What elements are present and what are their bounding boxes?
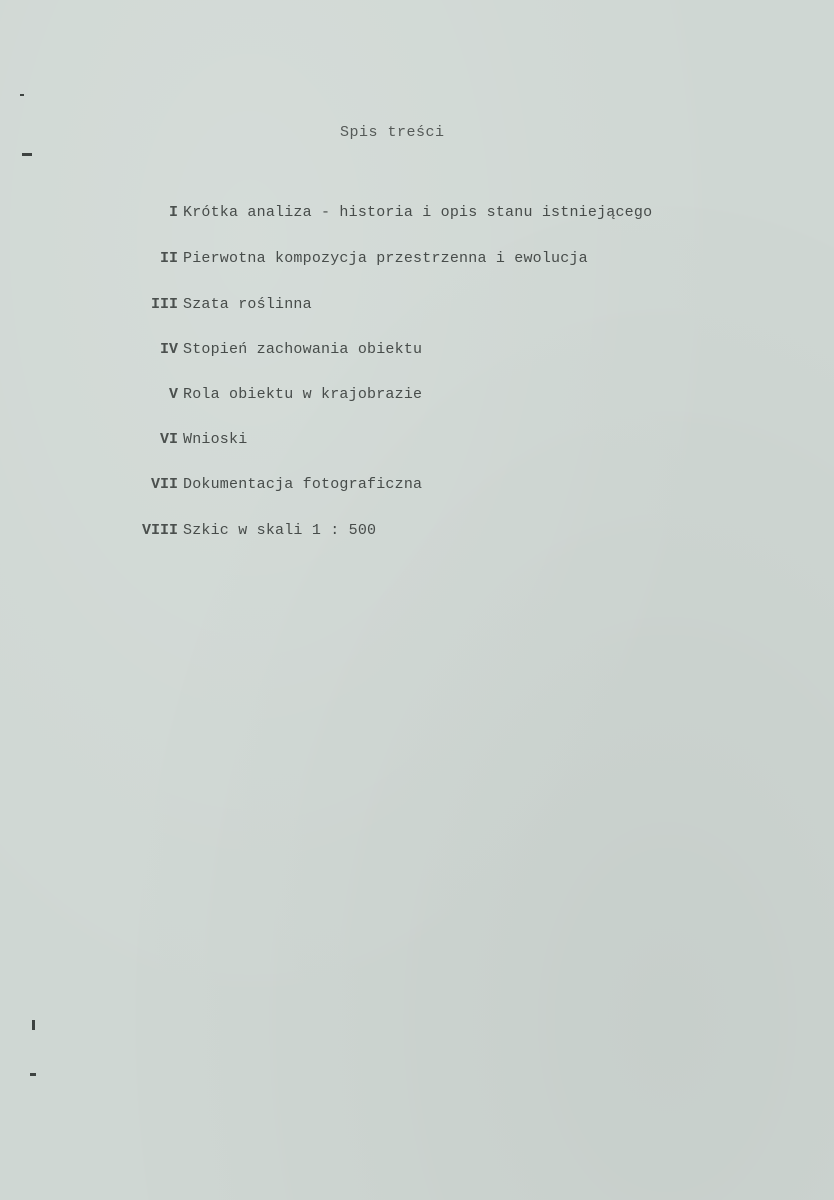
toc-entry-title: Pierwotna kompozycja przestrzenna i ewolucja — [183, 250, 588, 267]
toc-entry — [0, 522, 834, 542]
toc-entry — [0, 204, 834, 224]
toc-entry-number: VIII — [141, 522, 178, 539]
toc-entry-title: Szata roślinna — [183, 296, 312, 313]
toc-entry — [0, 476, 834, 496]
toc-entry — [0, 296, 834, 316]
punch-mark-bottom — [30, 1073, 36, 1076]
toc-entry — [0, 431, 834, 451]
toc-entry-title: Rola obiektu w krajobrazie — [183, 386, 423, 403]
toc-entry-number: VII — [150, 476, 178, 493]
toc-entry-number: III — [150, 296, 178, 313]
toc-entry — [0, 341, 834, 361]
toc-entry-title: Szkic w skali 1 : 500 — [183, 522, 377, 539]
toc-entry-title: Wnioski — [183, 431, 248, 448]
toc-entry-number: I — [168, 204, 178, 221]
punch-mark-lower — [32, 1020, 35, 1030]
toc-entry-number: IV — [159, 341, 178, 358]
toc-entry-title: Dokumentacja fotograficzna — [183, 476, 423, 493]
toc-entry — [0, 250, 834, 270]
toc-entry — [0, 386, 834, 406]
toc-entry-number: II — [159, 250, 178, 267]
toc-entry-number: VI — [159, 431, 178, 448]
punch-mark-top — [20, 94, 24, 96]
punch-mark-upper — [22, 153, 32, 156]
toc-entry-number: V — [168, 386, 178, 403]
page-title: Spis treści — [340, 124, 445, 141]
toc-entry-title: Krótka analiza - historia i opis stanu istniejącego — [183, 204, 653, 221]
toc-entry-title: Stopień zachowania obiektu — [183, 341, 423, 358]
